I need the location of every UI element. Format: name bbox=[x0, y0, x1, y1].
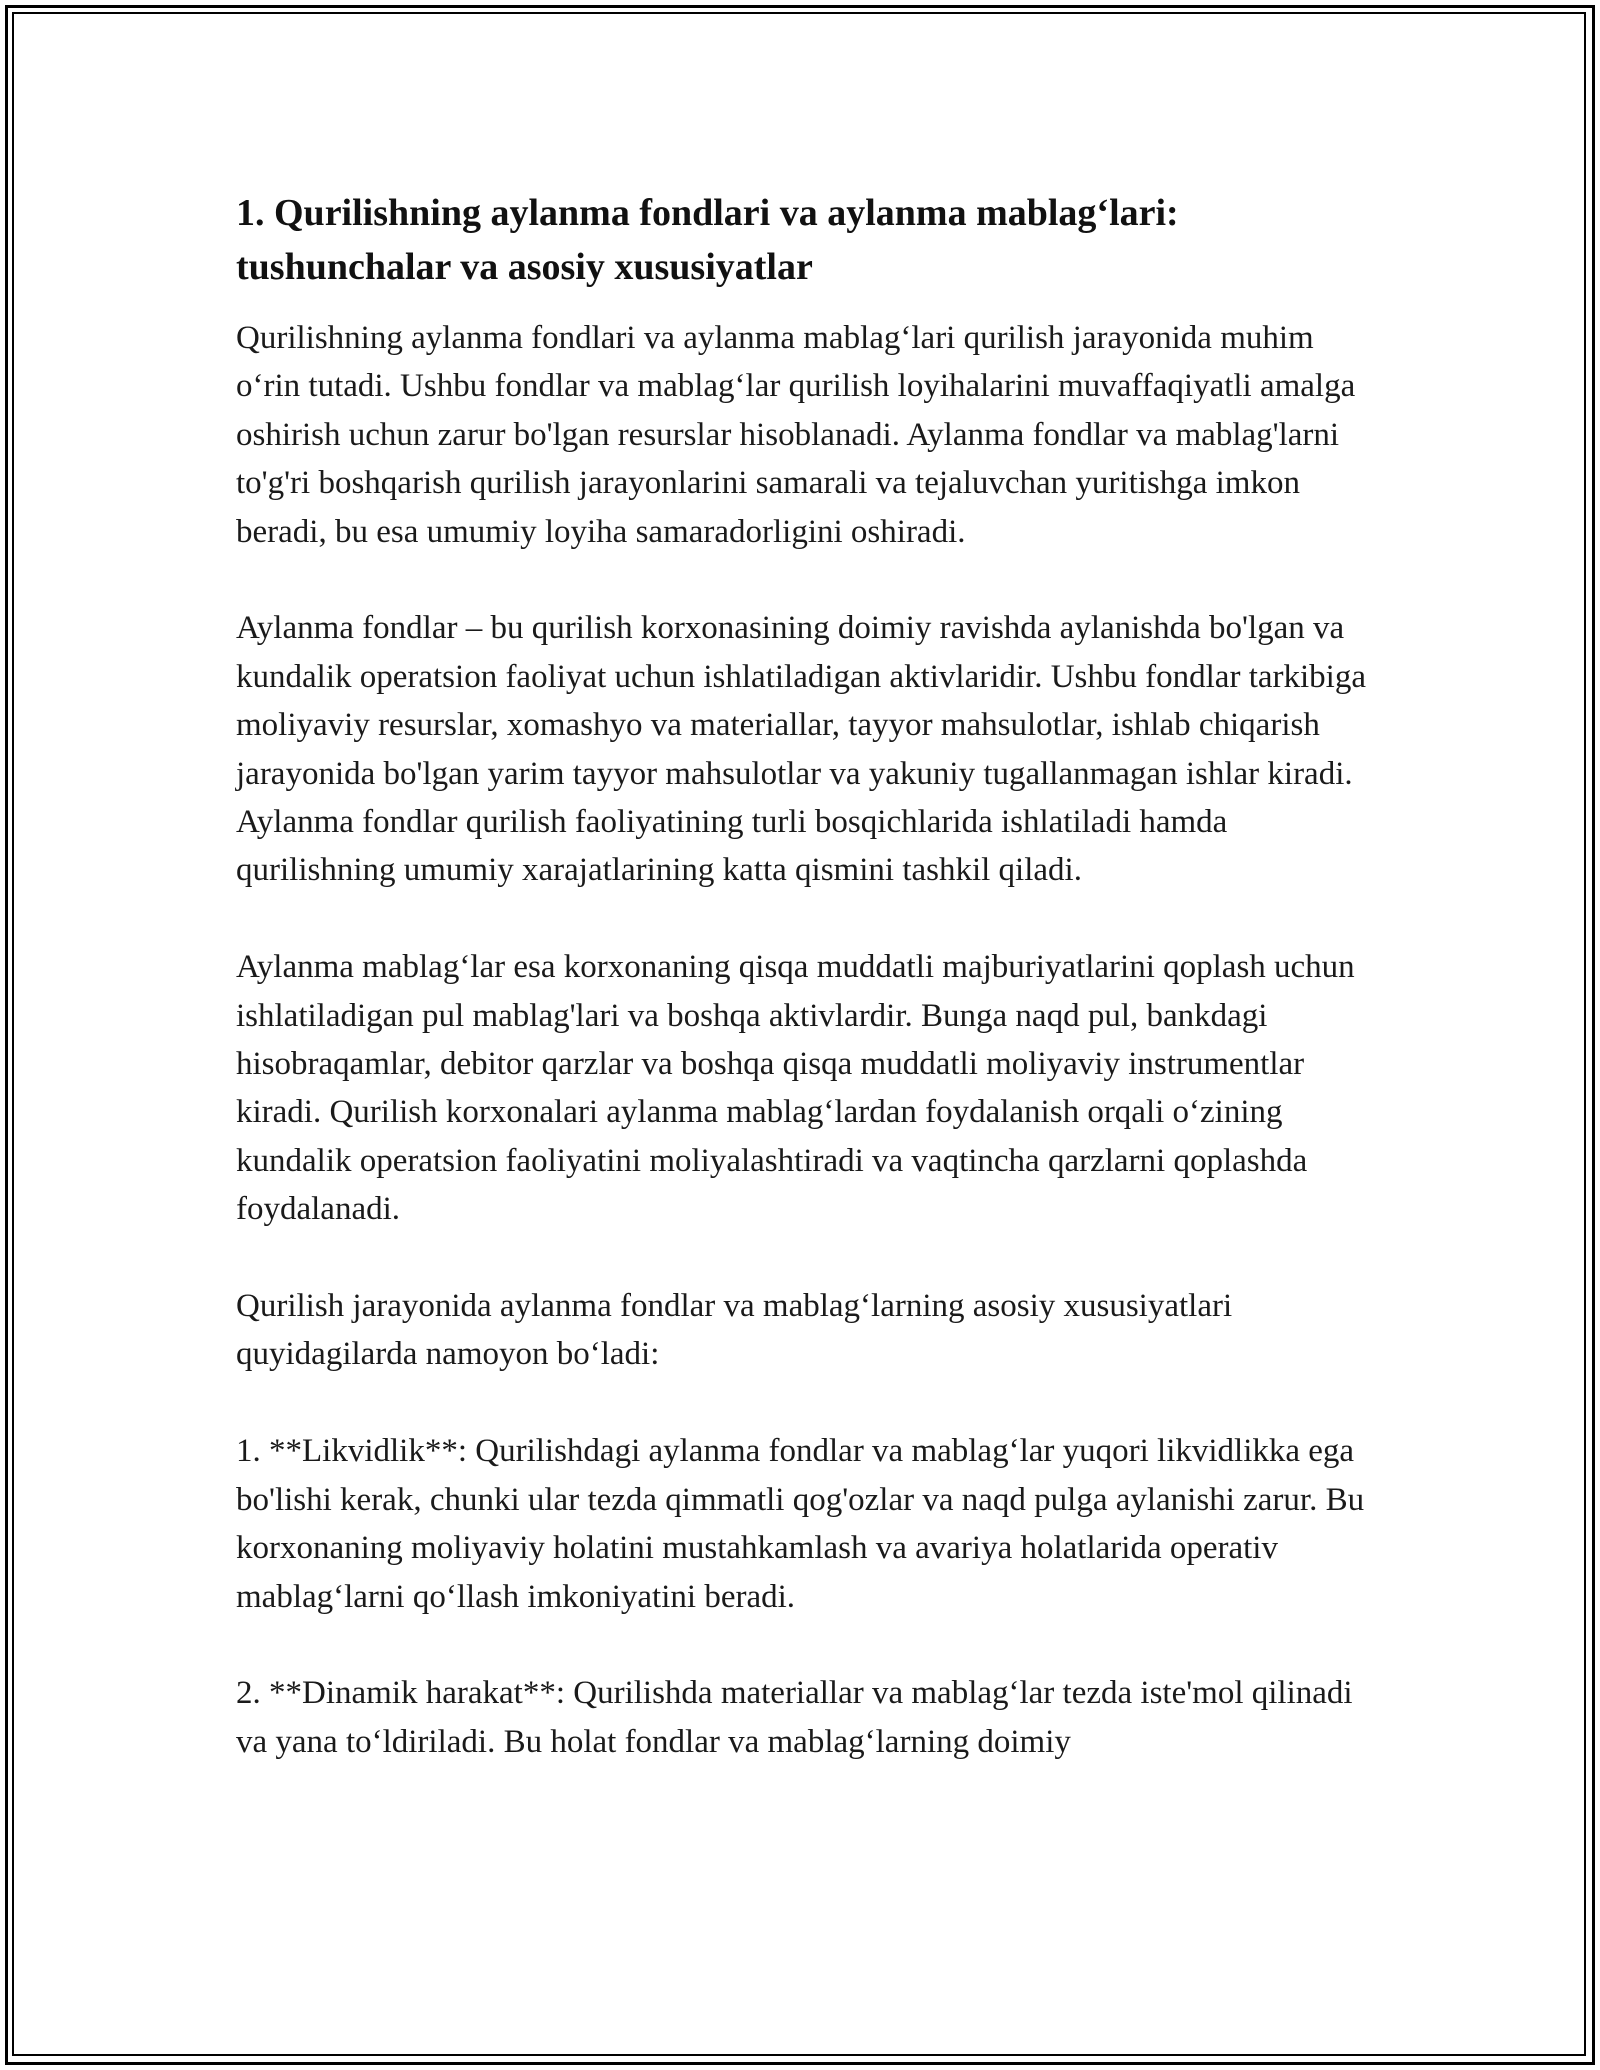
paragraph-aylanma-mablaglar: Aylanma mablag‘lar esa korxonaning qisqa muddatli majburiyatlarini qoplash uchun ishlatiladigan pul mablag'lari va boshqa aktivlardir. Bunga naqd pul, bankdagi hisobraqamlar, debitor qarzlar va boshqa qisqa muddatli moliyaviy instrumentlar kiradi. Qurilish korxonalari aylanma mablag‘lardan foydalanish orqali o‘zining kundalik operatsion faoliyatini moliyalashtiradi va vaqtincha qarzlarni qoplashda foydalanadi. bbox=[236, 949, 1355, 1228]
paragraph-aylanma-fondlar: Aylanma fondlar – bu qurilish korxonasining doimiy ravishda aylanishda bo'lgan va kundalik operatsion faoliyat uchun ishlatiladigan aktivlaridir. Ushbu fondlar tarkibiga moliyaviy resurslar, xomashyo va materiallar, tayyor mahsulotlar, ishlab chiqarish jarayonida bo'lgan yarim tayyor mahsulotlar va yakuniy tugallanmagan ishlar kiradi. Aylanma fondlar qurilish faoliyatining turli bosqichlarida ishlatiladi hamda qurilishning umumiy xarajatlarining katta qismini tashkil qiladi. bbox=[236, 610, 1366, 889]
list-item-likvidlik: 1. **Likvidlik**: Qurilishdagi aylanma fondlar va mablag‘lar yuqori likvidlikka ega bo'lishi kerak, chunki ular tezda qimmatli qog'ozlar va naqd pulga aylanishi zarur. Bu korxonaning moliyaviy holatini mustahkamlash va avariya holatlarida operativ mablag‘larni qo‘llash imkoniyatini beradi. bbox=[236, 1433, 1365, 1615]
paragraph-xususiyatlar-intro: Qurilish jarayonida aylanma fondlar va mablag‘larning asosiy xususiyatlari quyidagilarda namoyon bo‘ladi: bbox=[236, 1288, 1233, 1373]
list-item-dinamik-harakat: 2. **Dinamik harakat**: Qurilishda materiallar va mablag‘lar tezda iste'mol qilinadi va yana to‘ldiriladi. Bu holat fondlar va mablag‘larning doimiy bbox=[236, 1675, 1353, 1760]
paragraph-intro: Qurilishning aylanma fondlari va aylanma mablag‘lari qurilish jarayonida muhim o‘rin tutadi. Ushbu fondlar va mablag‘lar qurilish loyihalarini muvaffaqiyatli amalga oshirish uchun zarur bo'lgan resurslar hisoblanadi. Aylanma fondlar va mablag'larni to'g'ri boshqarish qurilish jarayonlarini samarali va tejaluvchan yuritishga imkon beradi, bu esa umumiy loyiha samaradorligini oshiradi. bbox=[236, 320, 1356, 550]
section-heading: 1. Qurilishning aylanma fondlari va aylanma mablag‘lari: tushunchalar va asosiy xususiyatlar bbox=[236, 192, 1179, 288]
document-body bbox=[236, 186, 1368, 1766]
